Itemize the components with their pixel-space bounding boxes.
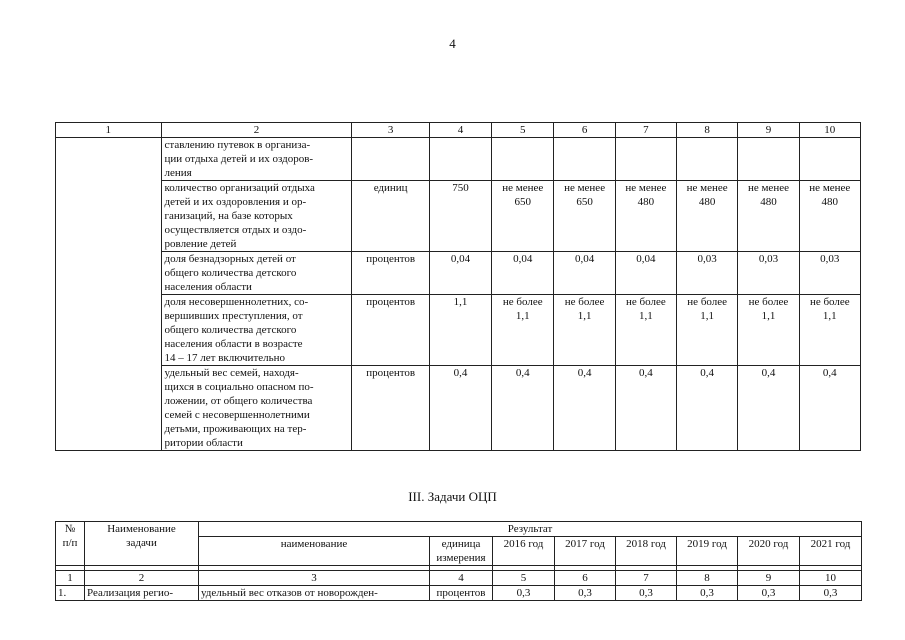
indicator-value <box>738 252 799 295</box>
indicators-table <box>55 122 861 451</box>
indicator-name-line: ганизаций, на базе которых <box>164 210 293 222</box>
indicator-name-line: общего количества детского <box>164 324 297 336</box>
indicator-value <box>492 366 554 451</box>
indicator-value <box>799 181 860 252</box>
result-value: 0,3 <box>677 586 738 601</box>
header-line: № <box>64 523 76 535</box>
year-header: 2019 год <box>677 537 738 566</box>
indicator-value-line: 750 <box>452 182 469 194</box>
indicator-value-line: не более <box>626 296 666 308</box>
indicator-value-line: 0,4 <box>761 367 776 379</box>
empty-cell <box>429 138 491 181</box>
indicator-value-line: 1,1 <box>453 296 468 308</box>
result-header: Результат <box>199 522 862 537</box>
year-header: 2017 год <box>555 537 616 566</box>
column-index: 5 <box>493 571 555 586</box>
indicators-table-body <box>56 123 861 451</box>
indicator-value-line: не более <box>687 296 728 308</box>
indicator-name <box>161 181 352 252</box>
indicator-value-line: не менее <box>686 182 728 194</box>
indicator-value <box>429 252 491 295</box>
empty-cell <box>554 138 615 181</box>
task-number: 1. <box>56 586 85 601</box>
indicator-name <box>161 295 352 366</box>
indicator-value-line: 1,1 <box>638 310 653 322</box>
indicator-name-line: населения области в возрасте <box>164 338 303 350</box>
indicator-value <box>554 181 615 252</box>
indicator-value-line: не менее <box>502 182 544 194</box>
indicator-name-line: вершивших преступления, от <box>164 310 303 322</box>
result-value: 0,3 <box>493 586 555 601</box>
indicator-value <box>492 295 554 366</box>
col-header-2: 2 <box>161 123 352 138</box>
column-index: 8 <box>677 571 738 586</box>
indicator-value-line: не менее <box>747 182 789 194</box>
result-value: 0,3 <box>800 586 862 601</box>
empty-cell <box>492 138 554 181</box>
col-task-header <box>85 522 199 566</box>
result-value: 0,3 <box>555 586 616 601</box>
indicator-value <box>677 366 738 451</box>
indicator-name-line: удельный вес семей, находя- <box>164 367 299 379</box>
indicator-value <box>677 181 738 252</box>
indicators-header-row <box>56 123 861 138</box>
indicator-value-line: 0,4 <box>515 367 530 379</box>
result-name: удельный вес отказов от новорожден- <box>199 586 430 601</box>
indicator-value-line: 650 <box>576 196 593 208</box>
indicator-name-line: ложении, от общего количества <box>164 395 313 407</box>
col-header-4: 4 <box>429 123 491 138</box>
indicator-unit: процентов <box>352 366 429 451</box>
empty-cell <box>352 138 429 181</box>
indicator-name <box>161 252 352 295</box>
result-unit: процентов <box>430 586 493 601</box>
indicator-value-line: 0,4 <box>638 367 653 379</box>
indicator-name-line: щихся в социально опасном по- <box>164 381 314 393</box>
indicator-unit: процентов <box>352 252 429 295</box>
indicator-name-line: доля безнадзорных детей от <box>164 253 296 265</box>
tasks-table <box>55 521 862 601</box>
indicator-name-line: детей и их оздоровления и ор- <box>164 196 307 208</box>
indicator-row <box>56 295 861 366</box>
empty-cell <box>799 138 860 181</box>
indicator-value <box>554 366 615 451</box>
result-value: 0,3 <box>738 586 800 601</box>
indicator-name-line: ритории области <box>164 437 243 449</box>
column-index: 9 <box>738 571 800 586</box>
indicator-value <box>492 252 554 295</box>
indicator-value-line: не менее <box>625 182 667 194</box>
column-index: 10 <box>800 571 862 586</box>
empty-cell <box>677 138 738 181</box>
header-line: задачи <box>126 537 157 549</box>
indicator-value-line: 0,04 <box>636 253 656 265</box>
col-number-header <box>56 522 85 566</box>
year-header: 2018 год <box>616 537 677 566</box>
section-title: III. Задачи ОЦП <box>408 489 497 504</box>
indicator-value <box>492 181 554 252</box>
indicator-value <box>677 252 738 295</box>
col-header-1: 1 <box>56 123 162 138</box>
column-index: 6 <box>555 571 616 586</box>
sub-name-header: наименование <box>199 537 430 566</box>
col-header-6: 6 <box>554 123 615 138</box>
indicator-value <box>799 295 860 366</box>
indicator-value-line: 1,1 <box>577 310 592 322</box>
indicator-unit: единиц <box>352 181 429 252</box>
column-index: 4 <box>430 571 493 586</box>
indicator-value <box>615 295 676 366</box>
indicator-value <box>615 366 676 451</box>
empty-cell <box>738 138 799 181</box>
column-index: 1 <box>56 571 85 586</box>
col-header-9: 9 <box>738 123 799 138</box>
indicator-value <box>429 181 491 252</box>
indicator-value-line: 480 <box>637 196 655 208</box>
col-header-10: 10 <box>799 123 860 138</box>
indicator-unit: процентов <box>352 295 429 366</box>
indicator-value-line: 0,04 <box>450 253 471 265</box>
indicator-value-line: 1,1 <box>761 310 776 322</box>
indicator-value-line: не более <box>564 296 605 308</box>
indicator-value-line: 0,4 <box>453 367 468 379</box>
indicator-value-line: 480 <box>821 196 839 208</box>
indicator-row <box>56 366 861 451</box>
indicator-value-line: 0,4 <box>700 367 715 379</box>
indicator-name-line: количество организаций отдыха <box>164 182 315 194</box>
tasks-data-row <box>56 586 862 601</box>
indicator-value <box>677 295 738 366</box>
indicator-value <box>799 366 860 451</box>
indicator-value <box>799 252 860 295</box>
continuation-text-line: ления <box>164 167 192 179</box>
indicator-name-line: общего количества детского <box>164 267 297 279</box>
indicator-value-line: 0,04 <box>513 253 533 265</box>
indicator-value-line: не менее <box>564 182 606 194</box>
indicator-value <box>615 181 676 252</box>
year-header: 2020 год <box>738 537 800 566</box>
indicator-value <box>738 181 799 252</box>
indicator-value-line: 480 <box>698 196 716 208</box>
indicator-value <box>429 295 491 366</box>
task-name: Реализация регио- <box>85 586 199 601</box>
indicator-name <box>161 366 352 451</box>
continuation-text <box>161 138 352 181</box>
continuation-text-line: ставлению путевок в организа- <box>164 139 311 151</box>
tasks-header-row-1 <box>56 522 862 537</box>
indicator-value <box>738 366 799 451</box>
indicator-name-line: 14 – 17 лет включительно <box>164 352 286 364</box>
indicator-value-line: не более <box>809 296 850 308</box>
indicator-value-line: 0,03 <box>697 253 717 265</box>
col-header-7: 7 <box>615 123 676 138</box>
col-header-8: 8 <box>677 123 738 138</box>
indicator-value-line: 0,4 <box>822 367 837 379</box>
indicator-value-line: 1,1 <box>515 310 530 322</box>
year-header: 2021 год <box>800 537 862 566</box>
indicator-value-line: 650 <box>514 196 532 208</box>
indicator-value-line: 0,04 <box>574 253 595 265</box>
indicator-value <box>554 252 615 295</box>
indicator-row <box>56 252 861 295</box>
indicator-name-line: осуществляется отдых и оздо- <box>164 224 307 236</box>
indicator-value-line: 0,03 <box>820 253 840 265</box>
indicator-value-line: 1,1 <box>822 310 837 322</box>
column-index: 3 <box>199 571 430 586</box>
column-index: 7 <box>616 571 677 586</box>
indicator-value-line: 1,1 <box>700 310 715 322</box>
empty-col-1-cell <box>56 138 162 451</box>
indicator-name-line: населения области <box>164 281 252 293</box>
indicator-value-line: не менее <box>809 182 851 194</box>
indicator-value-line: 480 <box>760 196 777 208</box>
indicator-name-line: детьми, проживающих на тер- <box>164 423 307 435</box>
empty-cell <box>615 138 676 181</box>
indicator-value <box>615 252 676 295</box>
indicator-row <box>56 181 861 252</box>
page-number: 4 <box>449 36 456 51</box>
continuation-text-line: ции отдыха детей и их оздоров- <box>164 153 314 165</box>
indicator-value-line: не более <box>502 296 543 308</box>
indicator-value <box>429 366 491 451</box>
indicator-value-line: не более <box>748 296 789 308</box>
col-header-3: 3 <box>352 123 429 138</box>
year-header: 2016 год <box>493 537 555 566</box>
header-line: единица <box>441 538 481 550</box>
header-line: Наименование <box>107 523 176 535</box>
header-line: п/п <box>62 537 78 549</box>
indicator-value <box>554 295 615 366</box>
indicator-value <box>738 295 799 366</box>
tasks-index-row <box>56 571 862 586</box>
header-line: измерения <box>436 552 486 564</box>
sub-unit-header <box>430 537 493 566</box>
column-index: 2 <box>85 571 199 586</box>
indicator-value-line: 0,4 <box>577 367 592 379</box>
result-value: 0,3 <box>616 586 677 601</box>
indicator-name-line: доля несовершеннолетних, со- <box>164 296 309 308</box>
col-header-5: 5 <box>492 123 554 138</box>
indicator-value-line: 0,03 <box>758 253 779 265</box>
indicator-name-line: ровление детей <box>164 238 237 250</box>
indicator-name-line: семей с несовершеннолетними <box>164 409 310 421</box>
continuation-row <box>56 138 861 181</box>
